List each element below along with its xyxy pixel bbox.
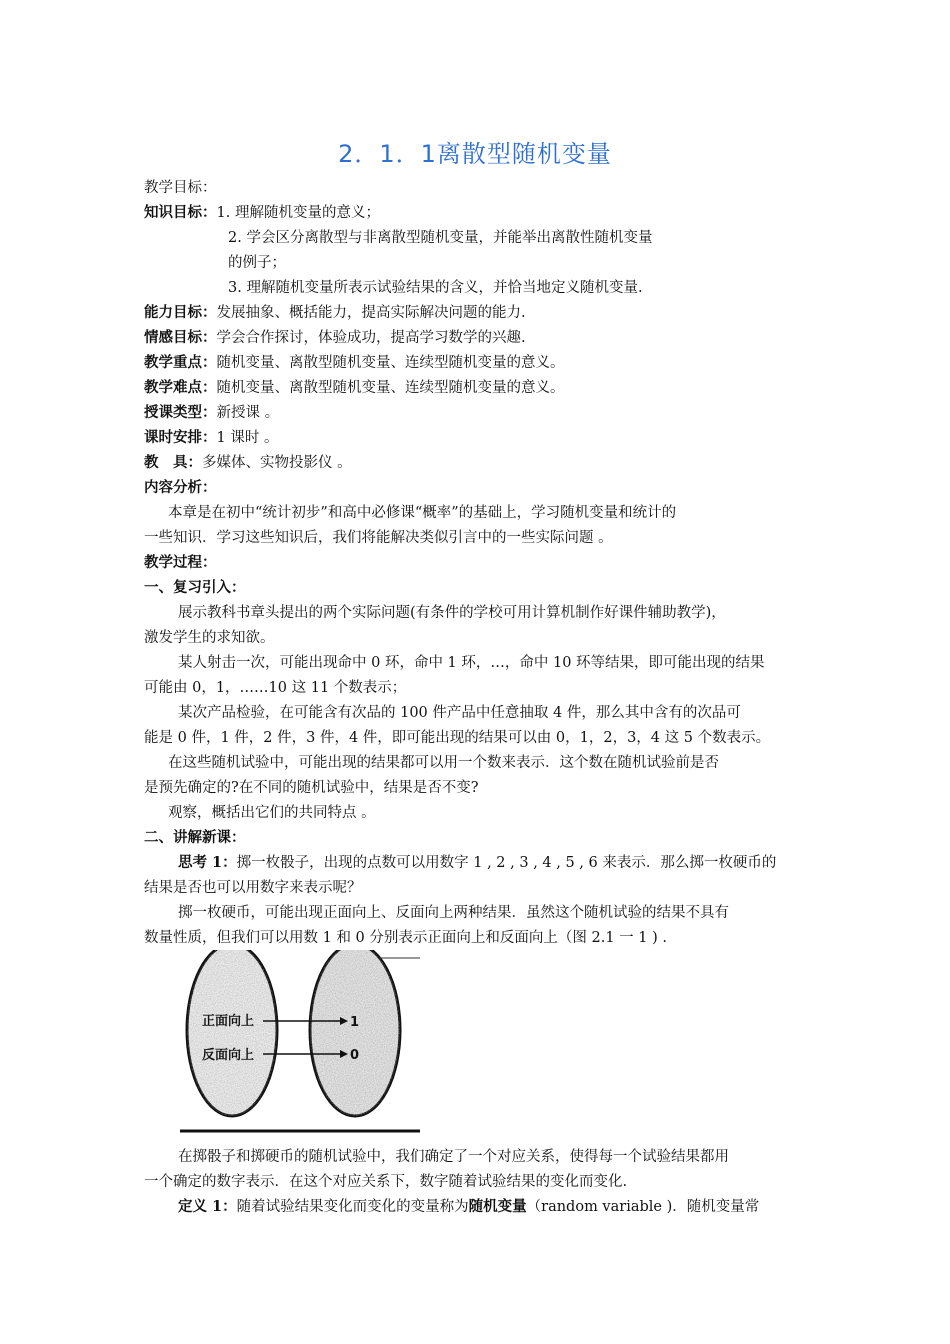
text-line: 内容分析： [144,479,217,496]
page-title: 2．1．1离散型随机变量 [338,140,612,168]
text-line: 二、讲解新课： [144,829,246,846]
text-line: 教学难点：随机变量、离散型随机变量、连续型随机变量的意义。 [144,379,565,396]
text-line: 一、复习引入： [144,579,246,596]
text-line: 激发学生的求知欲。 [144,630,275,646]
text-line: 数量性质，但我们可以用数 1 和 0 分别表示正面向上和反面向上（图 2.1 一 1 ) . [144,930,667,946]
text-line: 思考 1：掷一枚骰子，出现的点数可以用数字 1 , 2 , 3 , 4 , 5 , 6 来表示．那么掷一枚硬币的 [178,854,777,871]
text-line: 3. 理解随机变量所表示试验结果的含义，并恰当地定义随机变量. [228,280,643,296]
text-line: 某人射击一次，可能出现命中 0 环，命中 1 环，…，命中 10 环等结果，即可能出现的结果 [178,655,765,671]
text-line: 教学过程： [144,554,217,571]
text-line: 课时安排：1 课时 。 [144,429,279,446]
outcome-label-tails: 反面向上 [202,1048,255,1063]
text-line: 在掷骰子和掷硬币的随机试验中，我们确定了一个对应关系，使得每一个试验结果都用 [178,1149,729,1165]
text-line: 一些知识．学习这些知识后，我们将能解决类似引言中的一些实际问题 。 [144,530,613,546]
text-line: 情感目标：学会合作探讨，体验成功，提高学习数学的兴趣. [144,329,526,346]
text-line: 能是 0 件，1 件，2 件，3 件，4 件，即可能出现的结果可以由 0，1，2，3，4 这 5 个数表示。 [144,730,771,746]
text-line: 在这些随机试验中，可能出现的结果都可以用一个数来表示．这个数在随机试验前是否 [168,755,719,771]
text-line: 结果是否也可以用数字来表示呢？ [144,880,362,896]
text-line: 本章是在初中“统计初步”和高中必修课“概率”的基础上，学习随机变量和统计的 [168,505,677,521]
text-line: 2. 学会区分离散型与非离散型随机变量，并能举出离散性随机变量 [228,230,653,246]
text-line: 展示教科书章头提出的两个实际问题(有条件的学校可用计算机制作好课件辅助教学)， [178,605,726,621]
text-line: 某次产品检验，在可能含有次品的 100 件产品中任意抽取 4 件，那么其中含有的次品可 [178,705,741,721]
text-line: 是预先确定的?在不同的随机试验中，结果是否不变? [144,780,479,796]
text-line: 授课类型：新授课 。 [144,404,280,421]
text-line: 掷一枚硬币，可能出现正面向上、反面向上两种结果．虽然这个随机试验的结果不具有 [178,905,729,921]
text-line: 一个确定的数字表示．在这个对应关系下，数字随着试验结果的变化而变化. [144,1174,628,1190]
text-line: 教学重点：随机变量、离散型随机变量、连续型随机变量的意义。 [144,354,565,371]
number-label-zero: 0 [350,1048,360,1063]
text-line: 定义 1：随着试验结果变化而变化的变量称为随机变量（random variable )．随机变量常 [178,1198,760,1215]
text-line: 观察，概括出它们的共同特点 。 [168,805,376,821]
text-line: 能力目标：发展抽象、概括能力，提高实际解决问题的能力. [144,304,526,321]
text-line: 教 具：多媒体、实物投影仪 。 [144,454,352,471]
coin-mapping-figure [180,950,420,1135]
outcome-label-heads: 正面向上 [202,1014,255,1029]
text-line: 可能由 0，1，……10 这 11 个数表示； [144,680,407,696]
text-line: 的例子； [228,255,286,271]
text-line: 教学目标： [144,180,217,196]
text-line: 知识目标：1. 理解随机变量的意义； [144,204,380,221]
number-label-one: 1 [350,1015,360,1030]
